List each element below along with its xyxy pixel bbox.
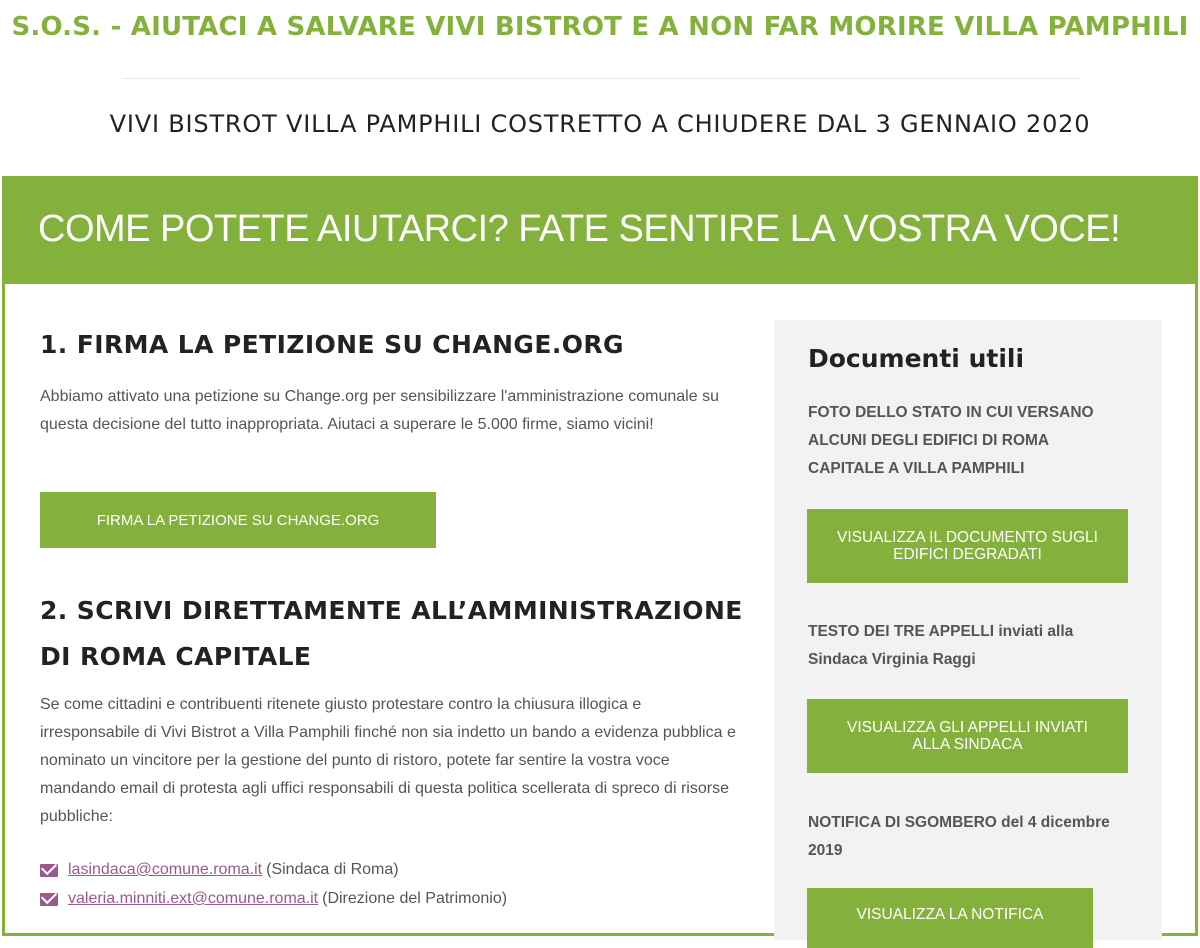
section1-title: 1. FIRMA LA PETIZIONE SU CHANGE.ORG [40,330,624,359]
document-description: FOTO DELLO STATO IN CUI VERSANO ALCUNI DEGLI EDIFICI DI ROMA CAPITALE A VILLA PAMPHILI [808,404,1094,477]
document-description: TESTO DEI TRE APPELLI inviati alla Sindaca Virginia Raggi [808,623,1074,668]
email-link[interactable]: valeria.minniti.ext@comune.roma.it [68,890,319,907]
section2-title: 2. SCRIVI DIRETTAMENTE ALL’AMMINISTRAZIONE DI ROMA CAPITALE [40,596,743,671]
view-notice-button[interactable]: VISUALIZZA LA NOTIFICA [807,888,1093,948]
help-box-title: COME POTETE AIUTARCI? FATE SENTIRE LA VOSTRA VOCE! [38,208,1121,250]
contact-note: (Sindaca di Roma) [266,861,399,878]
contact-item [40,861,399,879]
envelope-icon [40,893,58,906]
contact-item [40,890,507,908]
section2-text: Se come cittadini e contribuenti ritenete giusto protestare contro la chiusura illogica e irresponsabile di Vivi Bistrot a Villa Pamphili finché non sia indetto un bando a evidenza pubblica e nominato un vincitore per la gestione del punto di ristoro, potete far sentire la vostra voce mandando email di protesta agli uffici responsabili di questa politica scellerata di spreco di risorse pubbliche: [40,696,736,825]
view-buildings-document-button[interactable]: VISUALIZZA IL DOCUMENTO SUGLI EDIFICI DEGRADATI [807,509,1128,583]
envelope-icon [40,864,58,877]
sign-petition-button[interactable]: FIRMA LA PETIZIONE SU CHANGE.ORG [40,492,436,548]
divider [122,78,1080,79]
help-box-header [2,176,1198,284]
section1-text: Abbiamo attivato una petizione su Change.org per sensibilizzare l'amministrazione comunale su questa decisione del tutto inappropriata. Aiutaci a superare le 5.000 firme, siamo vicini! [40,388,719,433]
document-description: NOTIFICA DI SGOMBERO del 4 dicembre 2019 [808,814,1110,859]
page-subtitle: VIVI BISTROT VILLA PAMPHILI COSTRETTO A CHIUDERE DAL 3 GENNAIO 2020 [109,110,1091,138]
page-top-title: S.O.S. - AIUTACI A SALVARE VIVI BISTROT E A NON FAR MORIRE VILLA PAMPHILI [11,12,1189,42]
sidebar-title: Documenti utili [808,344,1025,373]
view-appeals-button[interactable]: VISUALIZZA GLI APPELLI INVIATI ALLA SINDACA [807,699,1128,773]
email-link[interactable]: lasindaca@comune.roma.it [68,861,263,878]
contact-note: (Direzione del Patrimonio) [322,890,508,907]
